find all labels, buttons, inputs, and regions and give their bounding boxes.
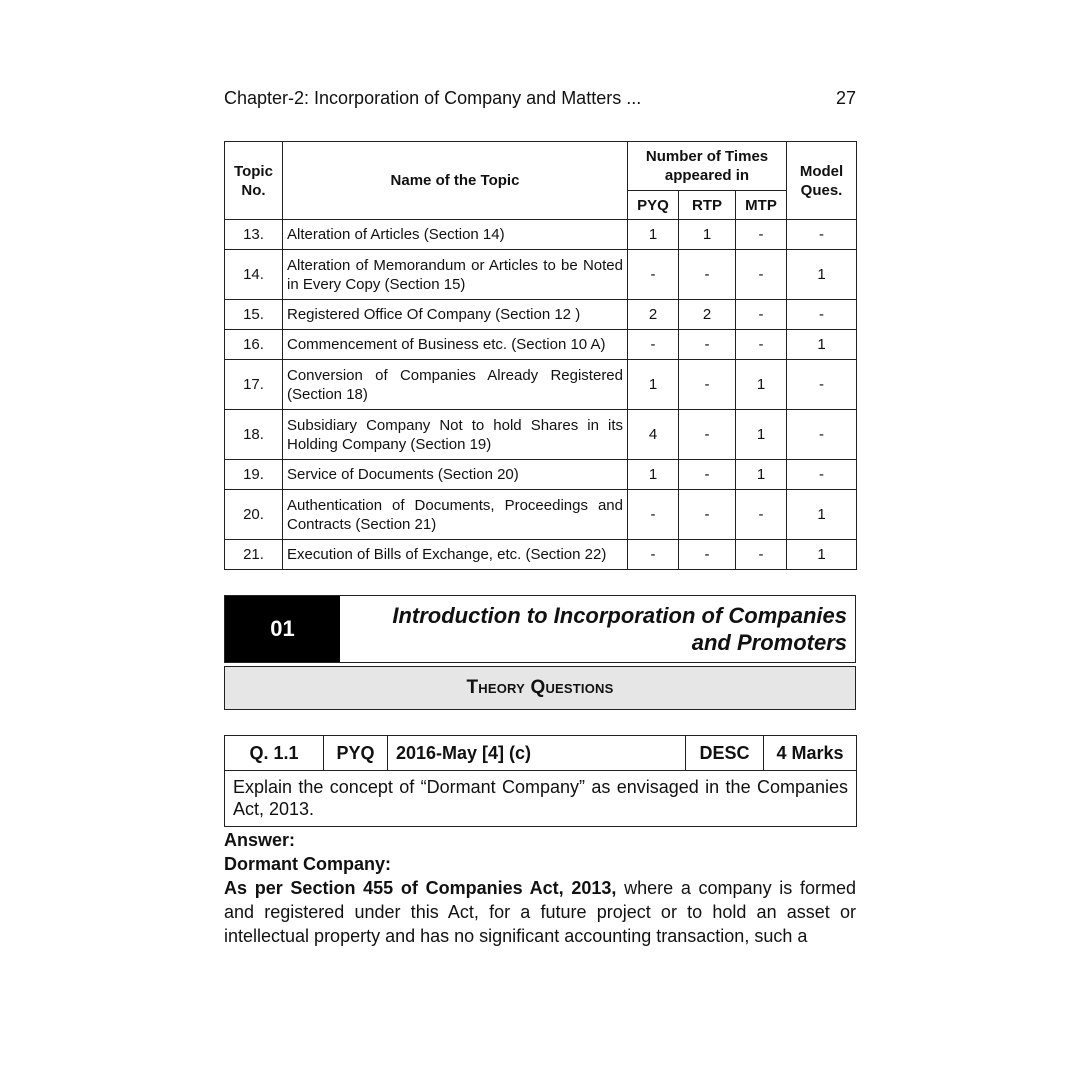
pyq-count: 1 bbox=[628, 220, 679, 250]
rtp-count: - bbox=[679, 250, 736, 300]
pyq-count: - bbox=[628, 540, 679, 570]
mtp-count: - bbox=[736, 300, 787, 330]
question-text-row bbox=[225, 771, 857, 827]
table-row bbox=[225, 300, 857, 330]
chapter-running-title: Chapter-2: Incorporation of Company and Matters ... bbox=[224, 88, 642, 108]
topic-name: Registered Office Of Company (Section 12 ) bbox=[283, 300, 628, 330]
model-count: 1 bbox=[787, 490, 857, 540]
topic-frequency-table bbox=[224, 141, 857, 570]
pyq-count: - bbox=[628, 250, 679, 300]
model-count: - bbox=[787, 460, 857, 490]
rtp-count: - bbox=[679, 490, 736, 540]
topic-number: 14. bbox=[225, 250, 283, 300]
mtp-count: 1 bbox=[736, 360, 787, 410]
topic-name: Authentication of Documents, Proceedings and Contracts (Section 21) bbox=[283, 490, 628, 540]
mtp-count: - bbox=[736, 330, 787, 360]
table-row bbox=[225, 490, 857, 540]
rtp-count: - bbox=[679, 540, 736, 570]
topic-number: 16. bbox=[225, 330, 283, 360]
topic-number: 13. bbox=[225, 220, 283, 250]
question-marks: 4 Marks bbox=[764, 736, 857, 771]
answer-label: Answer: bbox=[224, 830, 296, 850]
header-mtp: MTP bbox=[736, 191, 787, 220]
chapter-section-heading bbox=[224, 595, 856, 663]
model-count: - bbox=[787, 360, 857, 410]
rtp-count: - bbox=[679, 460, 736, 490]
page-number: 27 bbox=[835, 88, 856, 108]
rtp-count: 2 bbox=[679, 300, 736, 330]
answer-paragraph bbox=[224, 876, 856, 948]
topic-name: Alteration of Memorandum or Articles to be Noted in Every Copy (Section 15) bbox=[283, 250, 628, 300]
table-row bbox=[225, 360, 857, 410]
chapter-title-line-2: and Promoters bbox=[691, 630, 847, 655]
running-header bbox=[224, 88, 856, 114]
pyq-count: 1 bbox=[628, 460, 679, 490]
topic-number: 15. bbox=[225, 300, 283, 330]
header-topic-name: Name of the Topic bbox=[283, 142, 628, 220]
model-count: 1 bbox=[787, 540, 857, 570]
header-pyq: PYQ bbox=[628, 191, 679, 220]
header-times-appeared: Number of Times appeared in bbox=[628, 142, 787, 191]
header-model-questions: Model Ques. bbox=[787, 142, 857, 220]
table-row bbox=[225, 460, 857, 490]
rtp-count: - bbox=[679, 410, 736, 460]
answer-lead-bold: As per Section 455 of Companies Act, 2013, bbox=[224, 878, 617, 898]
table-row bbox=[225, 250, 857, 300]
topic-number: 18. bbox=[225, 410, 283, 460]
header-topic-no: Topic No. bbox=[225, 142, 283, 220]
pyq-count: - bbox=[628, 490, 679, 540]
model-count: 1 bbox=[787, 330, 857, 360]
chapter-section-title bbox=[340, 596, 855, 662]
rtp-count: 1 bbox=[679, 220, 736, 250]
model-count: - bbox=[787, 300, 857, 330]
mtp-count: - bbox=[736, 540, 787, 570]
mtp-count: - bbox=[736, 220, 787, 250]
table-row bbox=[225, 410, 857, 460]
topic-name: Execution of Bills of Exchange, etc. (Section 22) bbox=[283, 540, 628, 570]
question-category: DESC bbox=[686, 736, 764, 771]
answer-block bbox=[224, 828, 856, 948]
answer-subheading: Dormant Company: bbox=[224, 854, 392, 874]
topic-name: Service of Documents (Section 20) bbox=[283, 460, 628, 490]
chapter-title-line-1: Introduction to Incorporation of Companies bbox=[392, 603, 847, 628]
header-rtp: RTP bbox=[679, 191, 736, 220]
rtp-count: - bbox=[679, 360, 736, 410]
question-type: PYQ bbox=[324, 736, 388, 771]
table-row bbox=[225, 330, 857, 360]
pyq-count: 4 bbox=[628, 410, 679, 460]
question-header-row bbox=[225, 736, 857, 771]
chapter-section-number: 01 bbox=[225, 596, 340, 662]
model-count: - bbox=[787, 410, 857, 460]
topic-number: 19. bbox=[225, 460, 283, 490]
document-page bbox=[224, 88, 856, 948]
topic-name: Conversion of Companies Already Registered (Section 18) bbox=[283, 360, 628, 410]
topic-number: 21. bbox=[225, 540, 283, 570]
table-row bbox=[225, 220, 857, 250]
question-box bbox=[224, 735, 857, 827]
topic-name: Alteration of Articles (Section 14) bbox=[283, 220, 628, 250]
mtp-count: - bbox=[736, 250, 787, 300]
pyq-count: - bbox=[628, 330, 679, 360]
model-count: 1 bbox=[787, 250, 857, 300]
question-text: Explain the concept of “Dormant Company” as envisaged in the Companies Act, 2013. bbox=[225, 771, 857, 827]
topic-name: Subsidiary Company Not to hold Shares in its Holding Company (Section 19) bbox=[283, 410, 628, 460]
mtp-count: 1 bbox=[736, 460, 787, 490]
mtp-count: - bbox=[736, 490, 787, 540]
pyq-count: 1 bbox=[628, 360, 679, 410]
topic-number: 20. bbox=[225, 490, 283, 540]
question-session: 2016-May [4] (c) bbox=[388, 736, 686, 771]
pyq-count: 2 bbox=[628, 300, 679, 330]
model-count: - bbox=[787, 220, 857, 250]
topic-name: Commencement of Business etc. (Section 10 A) bbox=[283, 330, 628, 360]
question-id: Q. 1.1 bbox=[225, 736, 324, 771]
theory-questions-heading: Theory Questions bbox=[224, 666, 856, 710]
rtp-count: - bbox=[679, 330, 736, 360]
table-row bbox=[225, 540, 857, 570]
topic-number: 17. bbox=[225, 360, 283, 410]
answer-body: where a company is formed and registered under this Act, for a future project or to hold an asset or intellectual property and has no significant accounting transaction, such a bbox=[224, 878, 856, 946]
mtp-count: 1 bbox=[736, 410, 787, 460]
